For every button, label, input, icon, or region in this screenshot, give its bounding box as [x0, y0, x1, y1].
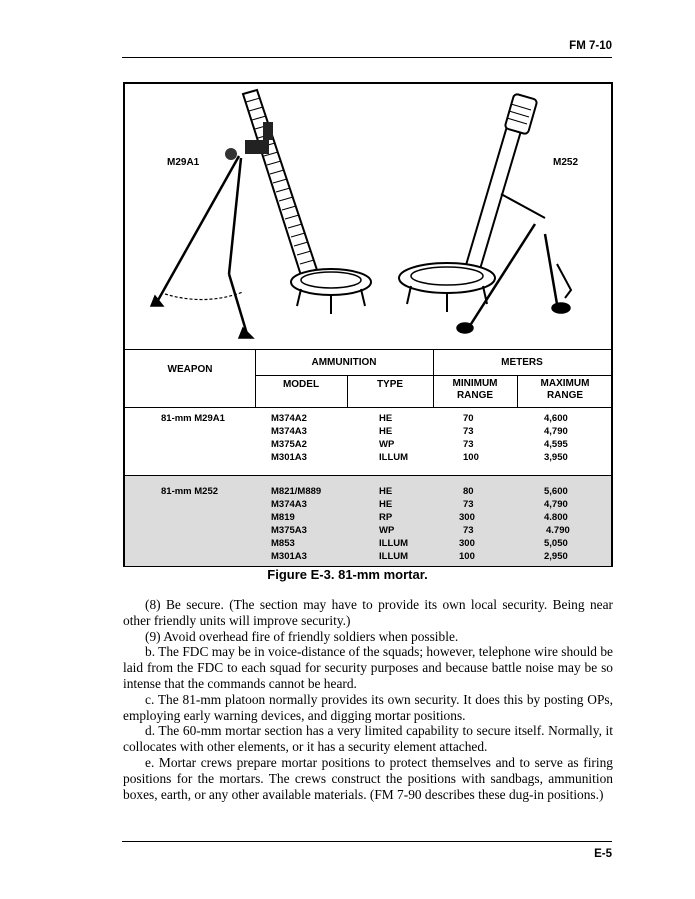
max-range-cell: 4.800	[544, 512, 568, 523]
type-cell: HE	[379, 486, 393, 497]
table-row: M375A2	[271, 439, 307, 450]
max-range-cell: 4,600	[544, 413, 568, 424]
min-range-cell: 300	[459, 512, 475, 523]
type-cell: WP	[379, 439, 395, 450]
max-range-cell: 5,600	[544, 486, 568, 497]
paragraph: b. The FDC may be in voice-distance of the squads; however, telephone wire should be laid from the FDC to each squad for security purposes and because battle noise may be so intense that the commands cannot be heard.	[123, 644, 613, 691]
body-text	[123, 597, 613, 802]
ammunition-table	[125, 349, 611, 566]
paragraph: e. Mortar crews prepare mortar positions to protect themselves and to serve as firing positions for the mortars. The crews construct the positions with sandbags, ammunition boxes, earth, or any other available materials. (FM 7-90 describes these dug-in positions.)	[123, 754, 613, 802]
weapon-header: WEAPON	[167, 364, 213, 375]
footer-rule	[122, 841, 612, 842]
weapon-cell: 81-mm M29A1	[161, 413, 225, 424]
mortar-illustration	[125, 84, 611, 349]
max-range-cell: 4.790	[546, 525, 570, 536]
min-range-cell: 73	[463, 499, 474, 510]
min-range-cell: 73	[463, 439, 474, 450]
running-header: FM 7-10	[569, 40, 612, 52]
table-row: M301A3	[271, 452, 307, 463]
group-divider	[125, 475, 611, 476]
page-number: E-5	[594, 848, 612, 860]
type-cell: ILLUM	[379, 551, 409, 562]
meters-header: METERS	[501, 357, 543, 368]
table-row: M821/M889	[271, 486, 322, 497]
header-rule	[122, 57, 612, 58]
m29a1-label: M29A1	[167, 157, 200, 168]
m252-mortar-drawing	[399, 93, 571, 333]
max-range-cell: 2,950	[544, 551, 568, 562]
table-row: M819	[271, 512, 295, 523]
min-range-cell: 100	[463, 452, 479, 463]
max-range-cell: 4,595	[544, 439, 568, 450]
paragraph: (9) Avoid overhead fire of friendly soldiers when possible.	[145, 628, 459, 644]
type-cell: HE	[379, 413, 393, 424]
max-range-cell: 4,790	[544, 426, 568, 437]
min-range-cell: 300	[459, 538, 475, 549]
max-range-cell: 5,050	[544, 538, 568, 549]
type-cell: WP	[379, 525, 395, 536]
min-range-cell: 73	[463, 525, 474, 536]
paragraph: (8) Be secure. (The section may have to provide its own local security. Being near other friendly units will improve security.)	[123, 597, 613, 628]
min-range-cell: 100	[459, 551, 475, 562]
header-bottom-rule	[125, 407, 611, 408]
weapon-cell: 81-mm M252	[161, 486, 219, 497]
table-row: M374A3	[271, 499, 307, 510]
table-row: M301A3	[271, 551, 307, 562]
type-cell: RP	[379, 512, 393, 523]
maximum-range-header: MAXIMUM RANGE	[540, 378, 590, 401]
table-row: M374A3	[271, 426, 307, 437]
min-range-cell: 73	[463, 426, 474, 437]
type-header: TYPE	[376, 379, 404, 390]
table-row: M853	[271, 538, 295, 549]
type-cell: HE	[379, 426, 393, 437]
type-cell: ILLUM	[379, 452, 409, 463]
figure-frame	[123, 82, 613, 567]
min-range-cell: 70	[463, 413, 474, 424]
min-range-cell: 80	[463, 486, 474, 497]
table-row: M374A2	[271, 413, 307, 424]
type-cell: ILLUM	[379, 538, 409, 549]
max-range-cell: 4,790	[544, 499, 568, 510]
ammunition-header: AMMUNITION	[311, 357, 377, 368]
paragraph: c. The 81-mm platoon normally provides its own security. It does this by posting OPs, employing early warning devices, and digging mortar positions.	[123, 691, 613, 723]
paragraph: d. The 60-mm mortar section has a very limited capability to secure itself. Normally, it collocates with other elements, or it has a security element attached.	[123, 723, 613, 755]
max-range-cell: 3,950	[544, 452, 568, 463]
table-row: M375A3	[271, 525, 307, 536]
minimum-range-header: MINIMUM RANGE	[452, 378, 498, 401]
range-column-divider	[517, 375, 518, 407]
m252-label: M252	[553, 157, 579, 168]
type-cell: HE	[379, 499, 393, 510]
model-header: MODEL	[282, 379, 320, 390]
figure-caption: Figure E-3. 81-mm mortar.	[267, 567, 428, 582]
m29a1-mortar-drawing	[151, 90, 371, 338]
